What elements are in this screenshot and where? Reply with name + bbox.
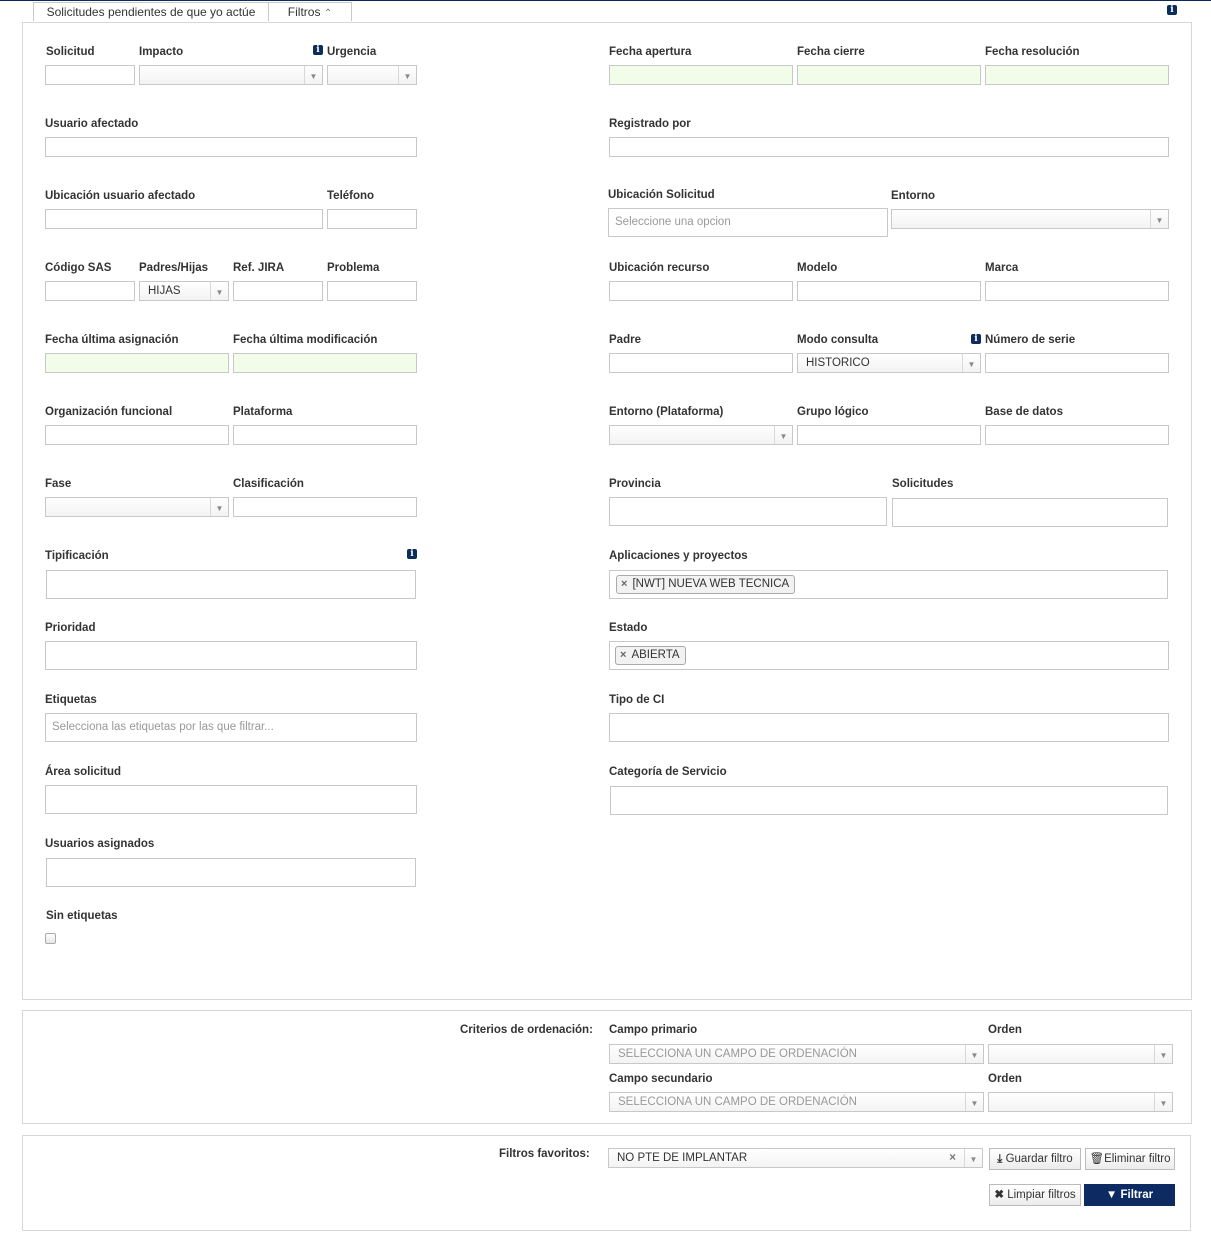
ubicacion-solicitud-label: Ubicación Solicitud	[608, 189, 715, 201]
campo-primario-label: Campo primario	[609, 1024, 698, 1036]
filter-button[interactable]	[1084, 1184, 1175, 1206]
usuario-afectado-label: Usuario afectado	[45, 118, 139, 130]
clasificacion-input[interactable]	[233, 497, 417, 517]
orden-primario-label: Orden	[988, 1024, 1022, 1036]
codigo-sas-input[interactable]	[45, 281, 135, 301]
entorno-plataforma-label: Entorno (Plataforma)	[609, 406, 724, 418]
padre-input[interactable]	[609, 353, 793, 373]
fecha-ultima-modificacion-input[interactable]	[233, 353, 417, 373]
dropdown-arrow-icon: ▼	[964, 1149, 982, 1167]
solicitud-input[interactable]	[45, 65, 135, 85]
remove-icon[interactable]: ×	[621, 578, 628, 590]
categoria-servicio-select[interactable]	[610, 786, 1168, 815]
grupo-logico-input[interactable]	[797, 425, 981, 445]
delete-filter-label: Eliminar filtro	[1104, 1153, 1171, 1165]
usuario-afectado-input[interactable]	[45, 137, 417, 157]
dropdown-arrow-icon: ▼	[1154, 1045, 1172, 1063]
fecha-resolucion-input[interactable]	[985, 65, 1169, 85]
etiquetas-select[interactable]	[45, 713, 417, 742]
campo-primario-placeholder: SELECCIONA UN CAMPO DE ORDENACIÓN	[618, 1048, 857, 1060]
numero-serie-label: Número de serie	[985, 334, 1076, 346]
save-filter-button[interactable]	[989, 1148, 1081, 1170]
ref-jira-label: Ref. JIRA	[233, 262, 285, 274]
urgencia-select[interactable]	[327, 65, 417, 85]
ubicacion-usuario-label: Ubicación usuario afectado	[45, 190, 196, 202]
padre-label: Padre	[609, 334, 641, 346]
entorno-label: Entorno	[891, 190, 936, 202]
clear-selection-icon[interactable]: ×	[949, 1152, 956, 1164]
filter-icon: ▼	[1105, 1189, 1118, 1201]
fecha-cierre-label: Fecha cierre	[797, 46, 865, 58]
telefono-input[interactable]	[327, 209, 417, 229]
dropdown-arrow-icon: ▼	[965, 1045, 983, 1063]
marca-label: Marca	[985, 262, 1019, 274]
download-icon: ⤓	[997, 1153, 1003, 1165]
dropdown-arrow-icon: ▼	[962, 354, 980, 372]
impacto-select[interactable]	[139, 65, 323, 85]
telefono-label: Teléfono	[327, 190, 375, 202]
provincia-label: Provincia	[609, 478, 661, 490]
ref-jira-input[interactable]	[233, 281, 323, 301]
provincia-select[interactable]	[609, 497, 887, 526]
solicitudes-label: Solicitudes	[892, 478, 954, 490]
dropdown-arrow-icon: ▼	[210, 498, 228, 516]
base-datos-label: Base de datos	[985, 406, 1063, 418]
registrado-por-label: Registrado por	[609, 118, 691, 130]
modo-consulta-select[interactable]	[797, 353, 981, 373]
fecha-resolucion-label: Fecha resolución	[985, 46, 1080, 58]
info-icon[interactable]: i	[313, 45, 323, 55]
prioridad-select[interactable]	[45, 641, 417, 670]
campo-secundario-label: Campo secundario	[609, 1073, 713, 1085]
aplicaciones-chip-label: [NWT] NUEVA WEB TECNICA	[632, 578, 790, 590]
organizacion-funcional-input[interactable]	[45, 425, 229, 445]
tab-pending-requests[interactable]: Solicitudes pendientes de que yo actúe	[33, 2, 269, 21]
estado-label: Estado	[609, 622, 648, 634]
dropdown-arrow-icon: ▼	[1150, 210, 1168, 228]
dropdown-arrow-icon: ▼	[210, 282, 228, 300]
fecha-apertura-label: Fecha apertura	[609, 46, 692, 58]
favorites-select[interactable]	[608, 1148, 983, 1168]
remove-icon[interactable]: ×	[620, 649, 627, 661]
fecha-apertura-input[interactable]	[609, 65, 793, 85]
tipo-ci-label: Tipo de CI	[609, 694, 665, 706]
ubicacion-solicitud-select[interactable]	[608, 208, 888, 237]
dropdown-arrow-icon: ▼	[1154, 1093, 1172, 1111]
ubicacion-usuario-input[interactable]	[45, 209, 323, 229]
plataforma-label: Plataforma	[233, 406, 293, 418]
base-datos-input[interactable]	[985, 425, 1169, 445]
estado-chip[interactable]	[615, 646, 686, 665]
dropdown-arrow-icon: ▼	[304, 66, 322, 84]
padres-hijas-value: HIJAS	[148, 285, 181, 297]
aplicaciones-label: Aplicaciones y proyectos	[609, 550, 748, 562]
organizacion-funcional-label: Organización funcional	[45, 406, 173, 418]
info-icon[interactable]: i	[1167, 5, 1177, 15]
dropdown-arrow-icon: ▼	[398, 66, 416, 84]
tipificacion-label: Tipificación	[45, 550, 109, 562]
aplicaciones-select[interactable]	[609, 570, 1168, 599]
etiquetas-placeholder: Selecciona las etiquetas por las que filtrar...	[52, 721, 274, 733]
close-icon: ✖	[994, 1189, 1005, 1201]
ubicacion-solicitud-placeholder: Seleccione una opcion	[615, 216, 731, 228]
entorno-plataforma-select[interactable]	[609, 425, 793, 445]
orden-primario-select[interactable]	[988, 1044, 1173, 1064]
urgencia-label: Urgencia	[327, 46, 377, 58]
campo-secundario-placeholder: SELECCIONA UN CAMPO DE ORDENACIÓN	[618, 1096, 857, 1108]
info-icon[interactable]: i	[971, 334, 981, 344]
marca-input[interactable]	[985, 281, 1169, 301]
modo-consulta-value: HISTORICO	[806, 357, 870, 369]
clear-filters-label: Limpiar filtros	[1007, 1189, 1076, 1201]
modo-consulta-label: Modo consulta	[797, 334, 879, 346]
estado-select[interactable]	[609, 641, 1169, 670]
prioridad-label: Prioridad	[45, 622, 96, 634]
solicitud-label: Solicitud	[46, 46, 95, 58]
sin-etiquetas-checkbox[interactable]	[45, 933, 56, 944]
tipo-ci-select[interactable]	[609, 713, 1169, 742]
sin-etiquetas-label: Sin etiquetas	[46, 910, 118, 922]
padres-hijas-label: Padres/Hijas	[139, 262, 209, 274]
orden-secundario-select[interactable]	[988, 1092, 1173, 1112]
usuarios-asignados-label: Usuarios asignados	[45, 838, 155, 850]
area-solicitud-select[interactable]	[45, 785, 417, 814]
numero-serie-input[interactable]	[985, 353, 1169, 373]
usuarios-asignados-select[interactable]	[46, 858, 416, 887]
fase-select[interactable]	[45, 497, 229, 517]
ubicacion-recurso-label: Ubicación recurso	[609, 262, 710, 274]
fecha-ultima-modificacion-label: Fecha última modificación	[233, 334, 378, 346]
campo-secundario-select[interactable]	[609, 1092, 984, 1112]
fase-label: Fase	[45, 478, 72, 490]
tab-filters-label: Filtros	[287, 5, 321, 19]
clear-filters-button[interactable]	[989, 1184, 1081, 1206]
codigo-sas-label: Código SAS	[45, 262, 112, 274]
solicitudes-select[interactable]	[892, 498, 1168, 527]
save-filter-label: Guardar filtro	[1005, 1153, 1073, 1165]
sorting-title: Criterios de ordenación:	[460, 1024, 593, 1036]
trash-icon: 🗑	[1089, 1153, 1105, 1165]
fecha-cierre-input[interactable]	[797, 65, 981, 85]
problema-label: Problema	[327, 262, 380, 274]
info-icon[interactable]: i	[407, 549, 417, 559]
top-accent-line	[0, 0, 1211, 1]
dropdown-arrow-icon: ▼	[965, 1093, 983, 1111]
fecha-ultima-asignacion-input[interactable]	[45, 353, 229, 373]
fecha-ultima-asignacion-label: Fecha última asignación	[45, 334, 179, 346]
modelo-label: Modelo	[797, 262, 838, 274]
ubicacion-recurso-input[interactable]	[609, 281, 793, 301]
tab-filters[interactable]	[268, 2, 352, 21]
tipificacion-select[interactable]	[46, 570, 416, 599]
campo-primario-select[interactable]	[609, 1044, 984, 1064]
etiquetas-label: Etiquetas	[45, 694, 97, 706]
impacto-label: Impacto	[139, 46, 184, 58]
chevron-up-icon: ⌃	[323, 8, 333, 19]
delete-filter-button[interactable]	[1085, 1148, 1175, 1170]
registrado-por-input[interactable]	[609, 137, 1169, 157]
filter-button-label: Filtrar	[1120, 1189, 1154, 1201]
problema-input[interactable]	[327, 281, 417, 301]
orden-secundario-label: Orden	[988, 1073, 1022, 1085]
entorno-select[interactable]	[891, 209, 1169, 229]
categoria-servicio-label: Categoría de Servicio	[609, 766, 727, 778]
grupo-logico-label: Grupo lógico	[797, 406, 869, 418]
area-solicitud-label: Área solicitud	[45, 766, 122, 778]
favorites-selected: NO PTE DE IMPLANTAR	[617, 1152, 748, 1164]
plataforma-input[interactable]	[233, 425, 417, 445]
dropdown-arrow-icon: ▼	[774, 426, 792, 444]
favorites-title: Filtros favoritos:	[499, 1148, 590, 1160]
clasificacion-label: Clasificación	[233, 478, 304, 490]
estado-chip-label: ABIERTA	[631, 649, 680, 661]
padres-hijas-select[interactable]	[139, 281, 229, 301]
aplicaciones-chip[interactable]	[616, 575, 795, 594]
modelo-input[interactable]	[797, 281, 981, 301]
